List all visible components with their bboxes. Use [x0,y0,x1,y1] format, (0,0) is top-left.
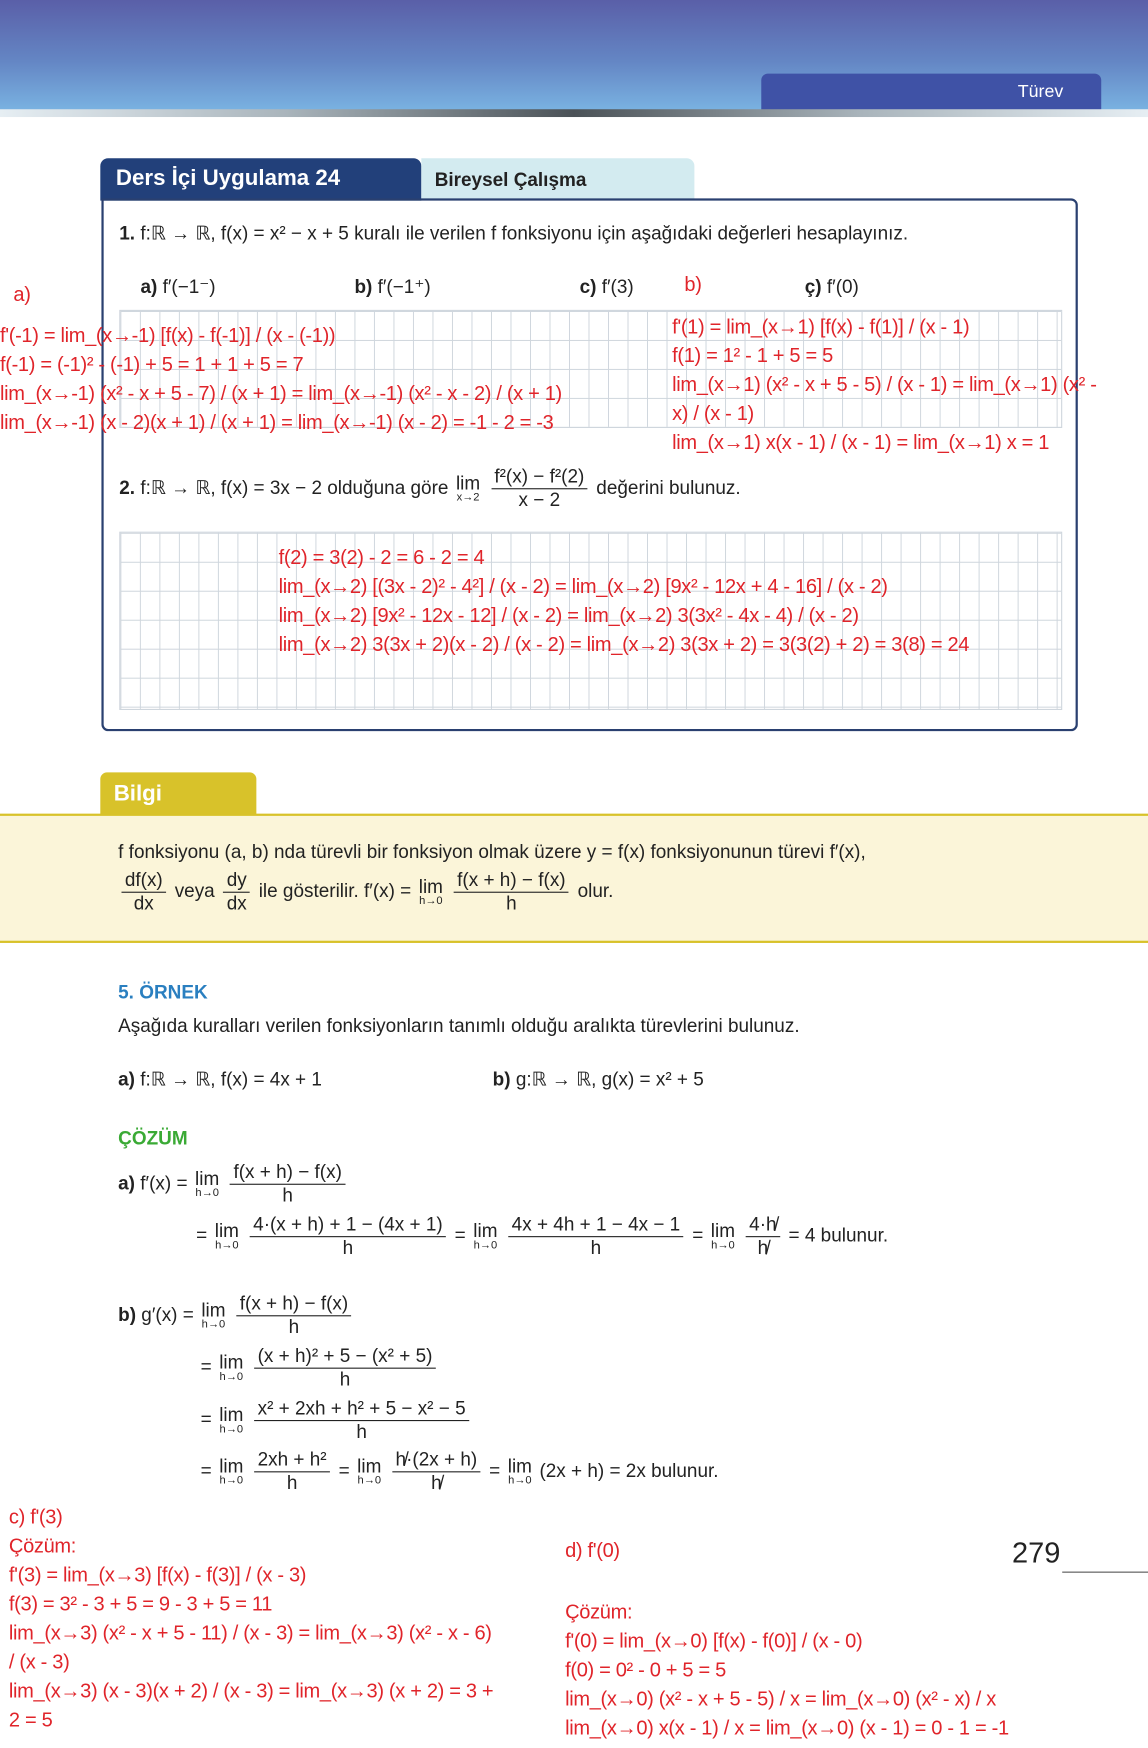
annotation-line: lim_(x→2) [(3x - 2)² - 4²] / (x - 2) = lim_(x→2) [9x² - 12x + 4 - 16] / (x - 2) [278,575,888,598]
annotation-a-label: a) [13,283,31,306]
fraction [746,1214,780,1260]
numerator: dy [223,869,250,892]
annotation-line: lim_(x→-1) (x - 2)(x + 1) / (x + 1) = lim_(x→-1) (x - 2) = -1 - 2 = -3 [0,411,554,434]
limit [201,1301,225,1330]
lim-text: lim [219,1403,244,1426]
denominator: h [590,1237,602,1259]
denominator: x − 2 [518,489,561,511]
lim-sub: h→0 [357,1474,382,1487]
part-label: a) [140,276,158,298]
lim-sub: h→0 [195,1186,219,1199]
info-title: Bilgi [100,772,256,814]
numerator: 4·(x + h) + 1 − (4x + 1) [250,1214,446,1237]
annotation-line: c) f'(3) [8,1505,63,1529]
part-expr: f′(−1⁻) [162,276,216,298]
lim-text: lim [219,1455,244,1477]
denominator: h [288,1316,300,1338]
q1-part-b [354,276,430,298]
fraction [254,1345,435,1391]
annotation-d [565,1597,1009,1742]
lim-sub: h→0 [473,1238,498,1252]
lim-sub: h→0 [215,1238,239,1252]
limit [214,1219,239,1252]
lim-text: lim [195,1167,220,1189]
limit [357,1457,381,1486]
denominator: h [339,1368,351,1390]
lim-sub: h→0 [508,1474,532,1487]
fraction [508,1214,683,1260]
part-label: b) [354,276,373,298]
question-2 [119,466,740,512]
annotation-line: 2 = 5 [8,1708,53,1731]
text: = [200,1460,212,1482]
limit [219,1403,244,1436]
annotation-line: lim_(x→0) x(x - 1) / x = lim_(x→0) (x - 1) = 0 - 1 = -1 [565,1716,1009,1739]
text: g′(x) = [141,1304,194,1326]
lim-text: lim [473,1219,498,1242]
fraction [491,466,588,512]
annotation-line: Çözüm: [8,1534,77,1558]
annotation-q2 [279,543,969,659]
text: = [200,1356,212,1378]
text: veya [174,880,215,902]
annotation-line: lim_(x→-1) (x² - x + 5 - 7) / (x + 1) = lim_(x→-1) (x² - x - 2) / (x + 1) [0,382,562,405]
lim-text: lim [507,1455,532,1477]
text: = [692,1224,704,1247]
part-label: c) [579,276,597,298]
part-label: a) [118,1172,136,1194]
denominator: dx [133,892,154,914]
denominator: h [356,1421,367,1443]
question-1 [119,223,908,245]
example-text: Aşağıda kuralları verilen fonksiyonların tanımlı olduğu aralıkta türevlerini bulunuz. [118,1015,800,1037]
annotation-line: f(1) = 1² - 1 + 5 = 5 [672,344,833,367]
denominator: dx [226,892,247,914]
annotation-line: lim_(x→1) x(x - 1) / (x - 1) = lim_(x→1) x = 1 [672,431,1050,454]
numerator: f²(x) − f²(2) [491,466,588,489]
fraction [254,1449,330,1495]
annotation-line: lim_(x→2) 3(3x + 2)(x - 2) / (x - 2) = lim_(x→2) 3(3x + 2) = 3(3(2) + 2) = 3(8) = 24 [278,633,970,656]
lim-sub: x→2 [456,490,480,504]
header-divider [0,109,1148,117]
info-line-2 [118,869,613,915]
question-text: değerini bulunuz. [596,477,741,499]
fraction [250,1214,446,1260]
numerator: df(x) [121,869,166,892]
annotation-line: / (x - 3) [8,1650,70,1674]
limit [219,1457,243,1486]
chapter-tab: Türev [761,74,1101,111]
solution-a-line-2 [196,1214,888,1260]
numerator: 4x + 4h + 1 − 4x − 1 [508,1214,683,1237]
denominator: h [342,1237,354,1259]
solution-b-line-3 [201,1398,473,1444]
numerator: h̸·(2x + h) [392,1449,480,1472]
limit [456,474,480,503]
numerator: f(x + h) − f(x) [454,869,569,892]
solution-title: ÇÖZÜM [118,1127,188,1150]
limit [710,1219,735,1252]
solution-a-line-1 [118,1161,348,1207]
exercise-subtitle: Bireysel Çalışma [421,158,694,199]
annotation-line: Çözüm: [565,1600,633,1623]
fraction [254,1398,469,1444]
lim-sub: h→0 [711,1238,735,1252]
question-text: f:ℝ → ℝ, f(x) = x² − x + 5 kuralı ile verilen f fonksiyonu için aşağıdaki değerleri hesaplayınız. [140,222,909,245]
annotation-line: f'(0) = lim_(x→0) [f(x) - f(0)] / (x - 0) [565,1629,863,1652]
part-expr: f:ℝ → ℝ, f(x) = 4x + 1 [140,1068,322,1091]
annotation-line: lim_(x→2) [9x² - 12x - 12] / (x - 2) = lim_(x→2) 3(3x² - 4x - 4) / (x - 2) [278,604,859,627]
text: olur. [577,880,614,902]
lim-text: lim [357,1455,382,1477]
lim-sub: h→0 [419,894,443,907]
annotation-a [0,321,562,437]
lim-sub: h→0 [219,1422,244,1436]
part-expr: f′(−1⁺) [377,276,431,298]
annotation-line: lim_(x→3) (x² - x + 5 - 11) / (x - 3) = lim_(x→3) (x² - x - 6) [8,1621,492,1645]
example-title: 5. ÖRNEK [118,981,208,1004]
denominator: h̸ [431,1472,442,1494]
q1-part-c [580,276,634,298]
lim-sub: h→0 [201,1318,226,1331]
annotation-line: x) / (x - 1) [672,402,754,425]
lim-text: lim [201,1299,226,1321]
annotation-b [672,312,1096,457]
annotation-line: f'(1) = lim_(x→1) [f(x) - f(1)] / (x - 1) [672,315,970,338]
page-number-rule [1062,1572,1148,1573]
denominator: h̸ [757,1237,769,1259]
numerator: f(x + h) − f(x) [230,1161,345,1184]
numerator: 4·h̸ [746,1214,780,1237]
lim-sub: h→0 [219,1474,244,1487]
annotation-b-label: b) [684,273,702,296]
annotation-line: f'(3) = lim_(x→3) [f(x) - f(3)] / (x - 3) [8,1563,307,1587]
limit [219,1351,244,1383]
annotation-line: lim_(x→3) (x - 3)(x + 2) / (x - 3) = lim_(x→3) (x + 2) = 3 + [8,1679,494,1702]
text: (2x + h) = 2x bulunur. [539,1460,719,1482]
example-part-b [493,1069,704,1091]
fraction [230,1161,345,1207]
lim-text: lim [219,1351,244,1373]
fraction [236,1293,351,1339]
numerator: (x + h)² + 5 − (x² + 5) [254,1345,435,1368]
part-label: a) [118,1068,136,1091]
info-line-1: f fonksiyonu (a, b) nda türevli bir fonksiyon olmak üzere y = f(x) fonksiyonunun türevi f′(x), [118,841,866,863]
numerator: x² + 2xh + h² + 5 − x² − 5 [254,1398,469,1421]
lim-text: lim [455,472,481,494]
annotation-line: f(-1) = (-1)² - (-1) + 5 = 1 + 1 + 5 = 7 [0,353,304,376]
annotation-line: lim_(x→1) (x² - x + 5 - 5) / (x - 1) = lim_(x→1) (x² - [672,373,1097,396]
denominator: h [286,1472,298,1494]
part-label: b) [118,1304,137,1326]
part-expr: f′(0) [826,276,859,298]
question-number: 2. [119,477,136,499]
limit [473,1219,498,1252]
annotation-line: f(0) = 0² - 0 + 5 = 5 [565,1658,726,1681]
text: = [489,1460,501,1482]
annotation-line: f(3) = 3² - 3 + 5 = 9 - 3 + 5 = 11 [8,1592,273,1616]
fraction [121,869,166,915]
part-expr: f′(3) [601,276,634,298]
question-text: f:ℝ → ℝ, f(x) = 3x − 2 olduğuna göre [140,477,449,499]
fraction [392,1449,480,1495]
limit [508,1457,532,1486]
annotation-c [9,1502,493,1734]
part-label: b) [492,1068,511,1091]
numerator: 2xh + h² [254,1449,330,1472]
q1-part-a [140,276,215,298]
page-number: 279 [1012,1535,1061,1570]
solution-b-line-1 [118,1293,355,1339]
annotation-line: f(2) = 3(2) - 2 = 6 - 2 = 4 [278,546,485,569]
lim-text: lim [214,1219,239,1242]
annotation-line: lim_(x→0) (x² - x + 5 - 5) / x = lim_(x→0) (x² - x) / x [565,1687,996,1710]
q1-part-c-cedilla [805,276,859,298]
lim-text: lim [710,1219,735,1242]
text: = [196,1224,208,1247]
lim-sub: h→0 [219,1370,244,1383]
solution-b-line-2 [201,1345,439,1391]
text: = [454,1224,466,1247]
denominator: h [506,892,517,914]
annotation-d-title: d) f'(0) [565,1539,620,1562]
denominator: h [282,1184,293,1206]
text: ile gösterilir. f′(x) = [258,880,412,902]
text: = 4 bulunur. [788,1224,889,1247]
lim-text: lim [418,875,443,897]
fraction [454,869,569,915]
example-part-a [118,1069,322,1091]
exercise-title: Ders İçi Uygulama 24 [100,158,421,200]
part-expr: g:ℝ → ℝ, g(x) = x² + 5 [515,1068,704,1091]
limit [418,875,443,907]
solution-b-line-4 [201,1449,719,1495]
fraction [223,869,250,915]
text: f′(x) = [140,1172,188,1194]
part-label: ç) [804,276,822,298]
annotation-line: f'(-1) = lim_(x→-1) [f(x) - f(-1)] / (x - (-1)) [0,324,336,347]
numerator: f(x + h) − f(x) [236,1293,351,1316]
text: = [200,1408,212,1431]
text: = [338,1460,350,1482]
question-number: 1. [119,222,136,245]
limit [195,1167,220,1199]
